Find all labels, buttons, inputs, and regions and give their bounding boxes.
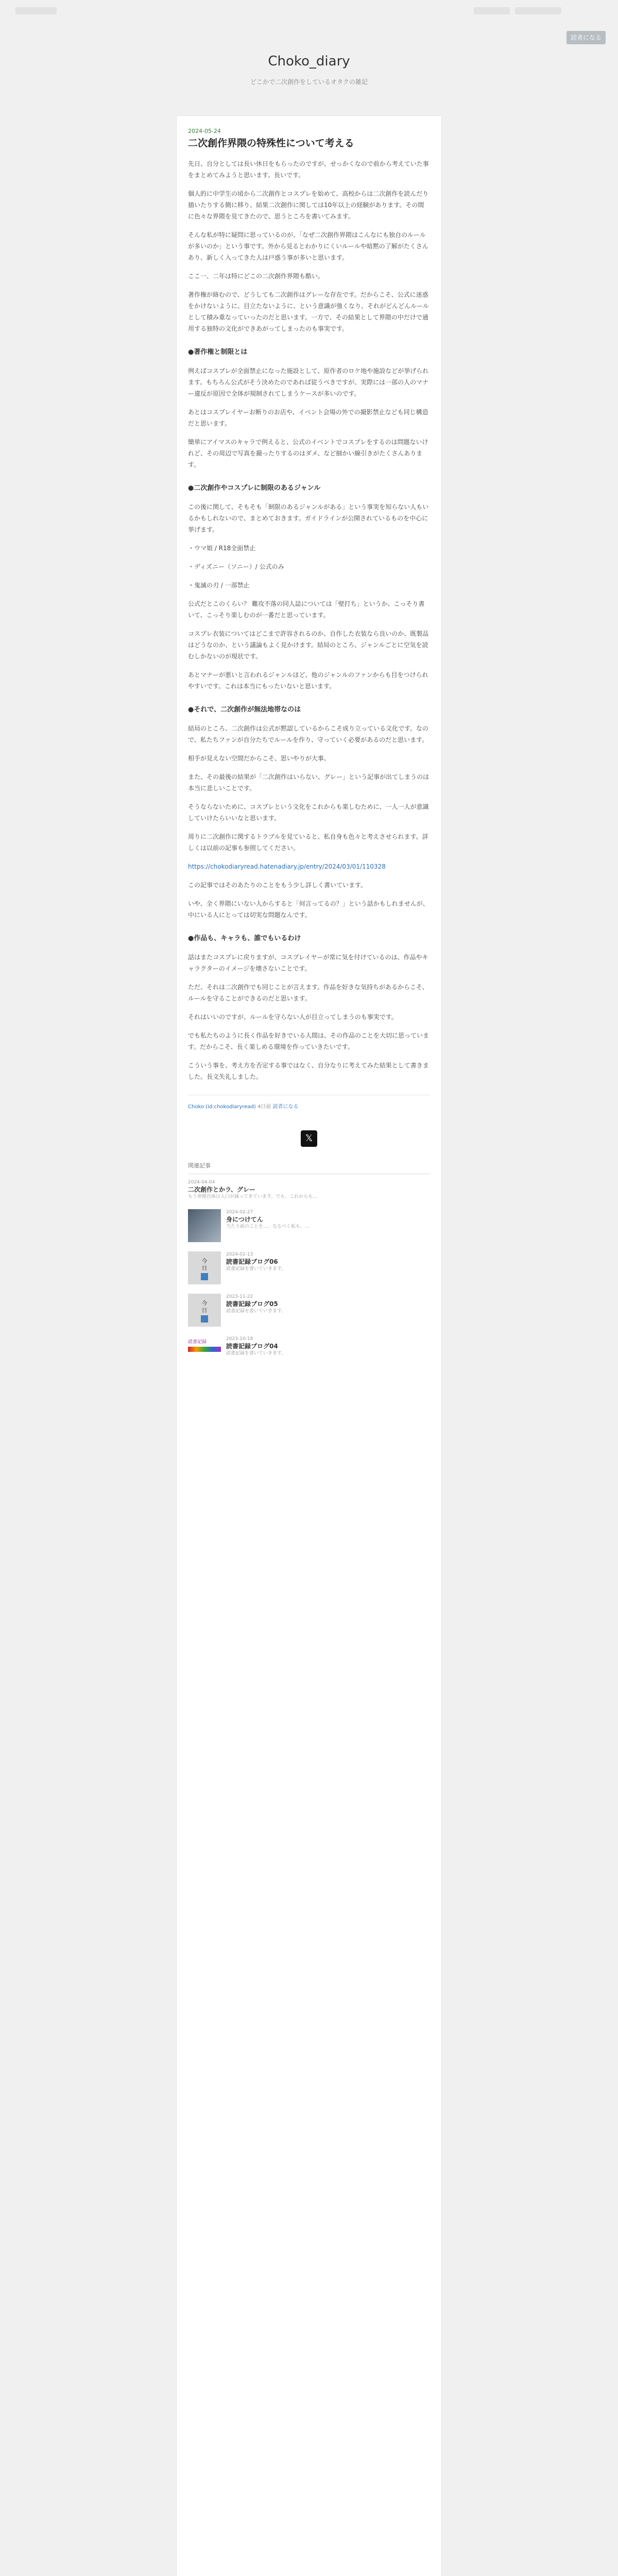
paragraph: でも私たちのように長く作品を好きでいる人間は、その作品のことを大切に思っています。だからこそ、長く楽しめる環境を作っていきたいです。 [188,1032,430,1050]
paragraph: あとはコスプレイヤーお断りのお店や、イベント会場の外での撮影禁止なども同じ構造だと思います。 [188,409,428,427]
global-header [0,0,618,23]
paragraph: 相手が見えない空間だからこそ、思いやりが大事。 [188,755,330,762]
subscribe-button[interactable]: 読者になる [566,31,606,44]
entry-title[interactable]: 二次創作界隈の特殊性について考える [188,138,354,149]
entry-body [188,158,430,1082]
section-heading: ●それで、二次創作が無法地帯なのは [188,706,301,714]
related-title[interactable]: 身につけてん [226,1216,263,1223]
entry-date[interactable]: 2024-05-24 [188,128,221,134]
paragraph: 先日、自分としては長い休日をもらったのですが、せっかくなので前から考えていた事をまとめてみようと思います。長いです。 [188,160,429,179]
entry-author-line [188,1101,430,1113]
related-snippet: 読書記録を書いていきます。 [226,1351,286,1356]
related-snippet: 読書記録を書いていきます。 [226,1266,286,1272]
related-item[interactable] [188,1179,430,1200]
paragraph: 簡単にアイマスのキャラで例えると、公式のイベントでコスプレをするのは問題ないけれど、その周辺で写真を撮ったりするのはダメ、など細かい線引きがたくさんあります。 [188,438,428,468]
related-date: 2024-04-04 [188,1180,215,1185]
related-title[interactable]: 二次創作とかラ、グレー [188,1186,256,1193]
entry-time: 4日前 [257,1104,271,1110]
related-item[interactable] [188,1209,430,1242]
related-date: 2023-10-18 [226,1336,253,1342]
paragraph: こういう事を、考え方を否定する事ではなく、自分なりに考えてみた結果として書きました。長文失礼しました。 [188,1062,429,1080]
link-paragraph [188,861,430,872]
header-logo[interactable] [15,7,57,14]
related-title[interactable]: 読書記録ブログ04 [226,1343,278,1350]
related-snippet: もう界隈自体は人口が減ってきています。でも、これからも… [188,1194,318,1199]
paragraph: 結局のところ、二次創作は公式が黙認しているからこそ成り立っている文化です。なので、私たちファンが自分たちでルールを作り、守っていく必要があるのだと思います。 [188,725,429,743]
related-heading: 関連記事 [188,1160,430,1174]
paragraph: ・鬼滅の刃 / 一部禁止 [188,582,250,589]
blog-title[interactable]: Choko_diary [268,54,350,69]
related-item[interactable] [188,1294,430,1327]
paragraph: コスプレ衣装についてはどこまで許容されるのか、自作した衣装なら良いのか、既製品はどうなのか、という議論もよく見かけます。結局のところ、ジャンルごとに空気を読むしかないのが現状です。 [188,630,429,660]
paragraph: 著作権が絡むので、どうしても二次創作はグレーな存在です。だからこそ、公式に迷惑をかけないように、目立たないように、という意識が強くなり、それがどんどんルールとして積み重なっていったのだと思います。一方で、その結果として界隈の中だけで通用する独特の文化ができあがってしまったのも事実です。 [188,291,429,332]
related-date: 2023-11-22 [226,1294,253,1299]
paragraph: ここ一、二年は特にどこの二次創作界隈も酷い。 [188,273,324,280]
section-heading: ●二次創作やコスプレに制限のあるジャンル [188,484,321,492]
related-snippet: 当たり前のことを…、なるべく私も、… [226,1224,310,1229]
paragraph: ただ、それは二次創作でも同じことが言えます。作品を好きな気持ちがあるからこそ、ルールを守ることができるのだと思います。 [188,984,428,1002]
related-date: 2024-02-13 [226,1252,253,1257]
related-thumbnail[interactable] [188,1209,221,1242]
related-thumbnail[interactable]: 読書記録 [188,1336,221,1369]
entry-footer [188,1095,430,1147]
header-link[interactable] [515,7,561,14]
header-link[interactable] [474,7,510,14]
paragraph: 例えばコスプレが全面禁止になった施設として、原作者のロケ地や施設などが挙げられます。もちろん公式がそう決めたのであれば従うべきですが、実際には一部の人のマナー違反が原因で全体が規制されてしまうケースが多いのです。 [188,367,429,397]
author-read-link[interactable]: 読者になる [272,1104,299,1110]
section-heading: ●作品も、キャラも、誰でもいるわけ [188,935,301,942]
related-snippet: 読書記録を書いていきます。 [226,1309,286,1314]
paragraph: いや、全く界隈にいない人からすると「何言ってるの？」という話かもしれませんが、中にいる人にとっては切実な問題なんです。 [188,900,429,919]
paragraph: ・ウマ娘 / R18全面禁止 [188,545,256,552]
paragraph: そうならないために、コスプレという文化をこれからも楽しむために、一人一人が意識していけたらいいなと思います。 [188,803,429,822]
paragraph: 話はまたコスプレに戻りますが、コスプレイヤーが常に気を付けているのは、作品やキャラクターのイメージを壊さないことです。 [188,954,428,972]
related-title[interactable]: 読書記録ブログ06 [226,1258,278,1265]
paragraph: また、その最後の結果が「二次創作はいらない、グレー」という記事が出てしまうのは本当に悲しいことです。 [188,773,430,792]
paragraph: 公式だとこのくらい？ 難攻不落の同人誌については「壁打ち」というか、こっそり書いて、こっそり楽しむのが一番だと思っています。 [188,600,425,619]
section-heading: ●著作権と制限とは [188,348,248,356]
related-item[interactable] [188,1336,430,1369]
related-thumbnail[interactable]: 今 日 [188,1251,221,1284]
related-item[interactable] [188,1251,430,1284]
entry-card [176,115,442,2576]
paragraph: そんな私が特に疑問に思っているのが、「なぜ二次創作界隈はこんなにも独自のルールが多いのか」という事です。外から見るとわかりにくいルールや暗黙の了解がたくさんあり、新しく入ってきた人は戸惑う事が多いと思います。 [188,231,428,261]
paragraph: ・ディズニー（ソニー）/ 公式のみ [188,563,284,570]
entry-link[interactable]: https://chokodiaryread.hatenadiary.jp/entry/2024/03/01/110328 [188,863,386,870]
paragraph: この後に関して、そもそも「制限のあるジャンルがある」という事実を知らない人もいるかもしれないので、まとめておきます。ガイドラインが公開されているものを中心に挙げます。 [188,503,429,533]
related-thumbnail[interactable]: 今 日 [188,1294,221,1327]
blog-description: どこかで二次創作をしているオタクの雑記 [250,78,368,86]
paragraph: この記事ではそのあたりのことをもう少し詳しく書いています。 [188,882,367,889]
paragraph: それはいいのですが、ルールを守らない人が目立ってしまうのも事実です。 [188,1013,398,1021]
related-date: 2024-02-27 [226,1210,253,1215]
paragraph: 周りに二次創作に関するトラブルを見ていると、私自身も色々と考えさせられます。詳しくは以前の記事も参照してください。 [188,833,428,852]
related-title[interactable]: 読書記録ブログ05 [226,1300,278,1308]
x-icon[interactable]: 𝕏 [301,1130,317,1147]
author-link[interactable]: Choko (id:chokodiaryread) [188,1104,256,1110]
paragraph: あとマナーが悪いと言われるジャンルほど、他のジャンルのファンからも目をつけられやすいです。これは本当にもったいないと思います。 [188,671,428,690]
paragraph: 個人的に中学生の頃から二次創作とコスプレを始めて、高校からは二次創作を読んだり描いたりする側に移り、結果二次創作に関しては10年以上の経験があります。その間に色々な界隈を見てきたので、思うところを書いてみます。 [188,190,429,220]
